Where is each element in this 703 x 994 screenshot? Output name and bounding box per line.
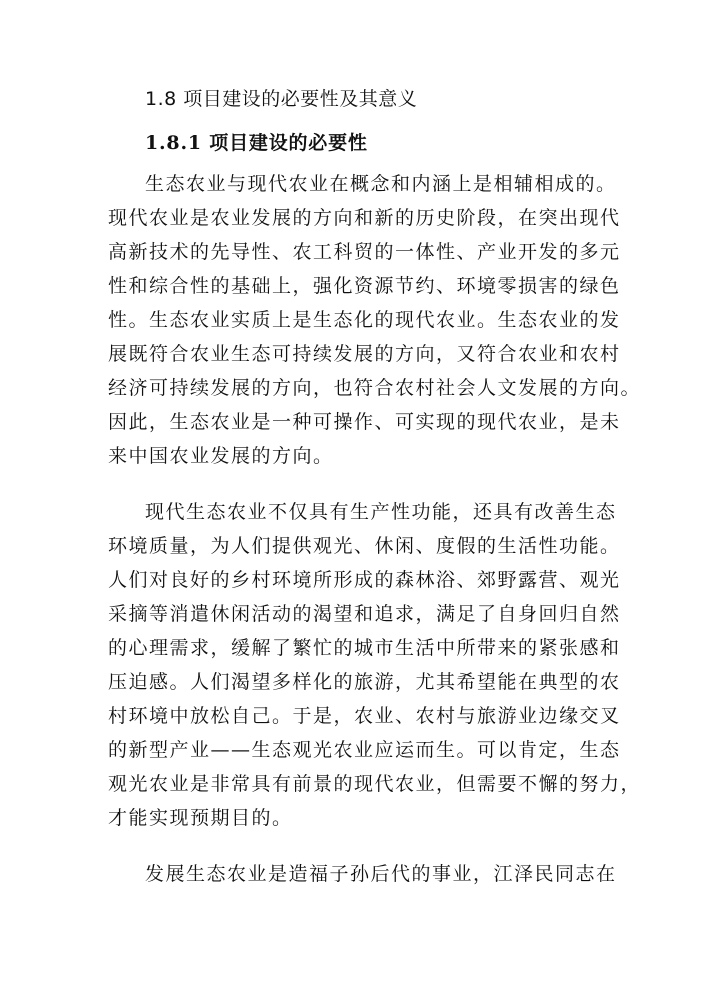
paragraph-line: 性和综合性的基础上，强化资源节约、环境零损害的绿色 [108,275,621,297]
paragraph-line: 生态农业与现代农业在概念和内涵上是相辅相成的。 [145,173,617,195]
paragraph-line: 的新型产业——生态观光农业应运而生。可以肯定，生态 [108,739,621,761]
paragraph-line: 经济可持续发展的方向，也符合农村社会人文发展的方向。 [108,377,642,399]
paragraph-line: 高新技术的先导性、农工科贸的一体性、产业开发的多元 [108,241,621,263]
paragraph-line: 性。生态农业实质上是生态化的现代农业。生态农业的发 [108,309,621,331]
section-heading: 1.8 项目建设的必要性及其意义 [145,88,418,110]
paragraph-line: 人们对良好的乡村环境所形成的森林浴、郊野露营、观光 [108,569,621,591]
paragraph-line: 压迫感。人们渴望多样化的旅游，尤其希望能在典型的农 [108,671,621,693]
paragraph-line: 因此，生态农业是一种可操作、可实现的现代农业，是未 [108,411,621,433]
paragraph-line: 村环境中放松自己。于是，农业、农村与旅游业边缘交叉 [108,705,621,727]
paragraph-line: 环境质量，为人们提供观光、休闲、度假的生活性功能。 [108,535,621,557]
subsection-heading: 1.8.1 项目建设的必要性 [145,132,368,154]
paragraph-line: 展既符合农业生态可持续发展的方向，又符合农业和农村 [108,343,621,365]
paragraph-line: 现代生态农业不仅具有生产性功能，还具有改善生态 [145,501,617,523]
paragraph-line: 现代农业是农业发展的方向和新的历史阶段，在突出现代 [108,207,621,229]
paragraph-line: 才能实现预期目的。 [108,807,293,829]
paragraph-line: 来中国农业发展的方向。 [108,445,334,467]
paragraph-line: 发展生态农业是造福子孙后代的事业，江泽民同志在 [145,863,617,885]
paragraph-line: 采摘等消遣休闲活动的渴望和追求，满足了自身回归自然 [108,603,621,625]
paragraph-line: 的心理需求，缓解了繁忙的城市生活中所带来的紧张感和 [108,637,621,659]
paragraph-line: 观光农业是非常具有前景的现代农业，但需要不懈的努力， [108,773,642,795]
